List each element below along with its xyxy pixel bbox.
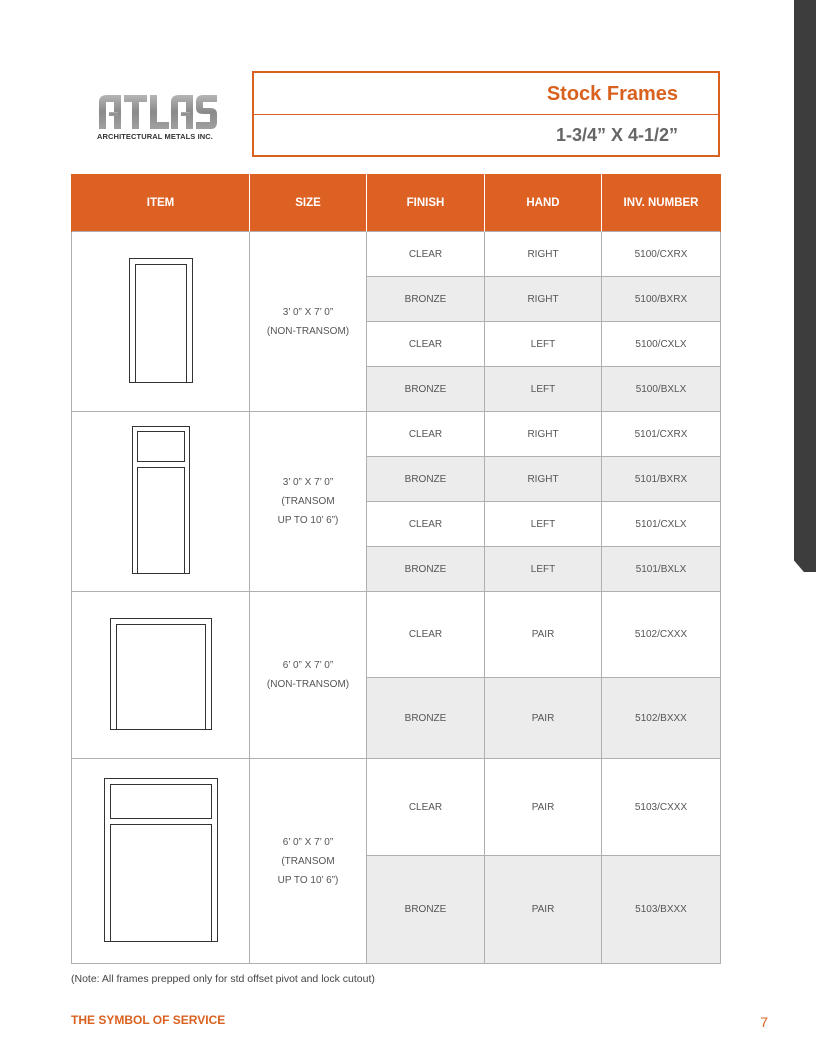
company-logo — [97, 92, 219, 142]
size-text: (TRANSOM — [281, 855, 335, 867]
header-inv-number: INV. NUMBER — [602, 174, 721, 232]
size-text: 3’ 0” X 7’ 0” — [282, 306, 334, 318]
hand-cell: PAIR — [485, 592, 602, 678]
size-text: UP TO 10’ 6”) — [277, 515, 339, 526]
header-finish: FINISH — [367, 174, 485, 232]
size-text: 6’ 0” X 7’ 0” — [282, 660, 334, 671]
stock-frames-table — [71, 174, 721, 964]
item-cell — [72, 232, 250, 412]
size-cell — [250, 412, 367, 592]
footer-tagline: THE SYMBOL OF SERVICE — [71, 1013, 226, 1027]
logo-subtitle: ARCHITECTURAL METALS INC. — [97, 132, 213, 141]
size-text: (NON-TRANSOM) — [266, 679, 350, 690]
inv-number-cell: 5100/BXRX — [602, 277, 721, 322]
size-cell — [250, 759, 367, 964]
title-box — [252, 71, 720, 157]
hand-cell: PAIR — [485, 759, 602, 856]
header-hand: HAND — [485, 174, 602, 232]
hand-cell: LEFT — [485, 322, 602, 367]
finish-cell: CLEAR — [367, 502, 485, 547]
inv-number-cell: 5101/CXRX — [602, 412, 721, 457]
hand-cell: PAIR — [485, 856, 602, 964]
size-text: (TRANSOM — [281, 496, 335, 507]
hand-cell: RIGHT — [485, 232, 602, 277]
single-door-frame-icon — [129, 258, 193, 383]
item-cell — [72, 759, 250, 964]
page-title: Stock Frames — [546, 83, 678, 105]
hand-cell: RIGHT — [485, 412, 602, 457]
subtitle-row — [254, 115, 718, 155]
size-text: (NON-TRANSOM) — [266, 325, 350, 337]
inv-number-cell: 5100/CXLX — [602, 322, 721, 367]
finish-cell: CLEAR — [367, 592, 485, 678]
hand-cell: LEFT — [485, 502, 602, 547]
inv-number-cell: 5103/BXXX — [602, 856, 721, 964]
inv-number-cell: 5101/CXLX — [602, 502, 721, 547]
table-row — [72, 232, 721, 277]
header-size: SIZE — [250, 174, 367, 232]
inv-number-cell: 5100/CXRX — [602, 232, 721, 277]
finish-cell: BRONZE — [367, 678, 485, 759]
finish-cell: BRONZE — [367, 277, 485, 322]
inv-number-cell: 5103/CXXX — [602, 759, 721, 856]
table-row — [72, 592, 721, 678]
finish-cell: CLEAR — [367, 322, 485, 367]
hand-cell: LEFT — [485, 547, 602, 592]
pair-door-transom-frame-icon — [104, 778, 218, 942]
item-cell — [72, 592, 250, 759]
hand-cell: RIGHT — [485, 277, 602, 322]
hand-cell: PAIR — [485, 678, 602, 759]
item-cell — [72, 412, 250, 592]
finish-cell: CLEAR — [367, 232, 485, 277]
size-text: 3’ 0” X 7’ 0” — [282, 477, 334, 488]
inv-number-cell: 5102/CXXX — [602, 592, 721, 678]
header-item: ITEM — [72, 174, 250, 232]
finish-cell: BRONZE — [367, 367, 485, 412]
footnote: (Note: All frames prepped only for std offset pivot and lock cutout) — [71, 973, 375, 985]
table-header-row — [72, 174, 721, 232]
page-number: 7 — [760, 1014, 768, 1030]
size-cell — [250, 592, 367, 759]
hand-cell: LEFT — [485, 367, 602, 412]
inv-number-cell: 5101/BXLX — [602, 547, 721, 592]
page-edge-decoration — [794, 0, 816, 572]
inv-number-cell: 5101/BXRX — [602, 457, 721, 502]
size-text: UP TO 10’ 6”) — [277, 874, 339, 886]
inv-number-cell: 5100/BXLX — [602, 367, 721, 412]
size-cell — [250, 232, 367, 412]
finish-cell: CLEAR — [367, 759, 485, 856]
finish-cell: BRONZE — [367, 457, 485, 502]
atlas-logo-mark — [97, 92, 219, 132]
pair-door-frame-icon — [110, 618, 212, 730]
finish-cell: BRONZE — [367, 856, 485, 964]
table-row — [72, 412, 721, 457]
title-row — [254, 73, 718, 115]
frame-dimension-subtitle: 1-3/4” X 4-1/2” — [555, 125, 678, 145]
inv-number-cell: 5102/BXXX — [602, 678, 721, 759]
size-text: 6’ 0” X 7’ 0” — [282, 836, 334, 848]
finish-cell: BRONZE — [367, 547, 485, 592]
table-row — [72, 759, 721, 856]
hand-cell: RIGHT — [485, 457, 602, 502]
single-door-transom-frame-icon — [132, 426, 190, 574]
finish-cell: CLEAR — [367, 412, 485, 457]
